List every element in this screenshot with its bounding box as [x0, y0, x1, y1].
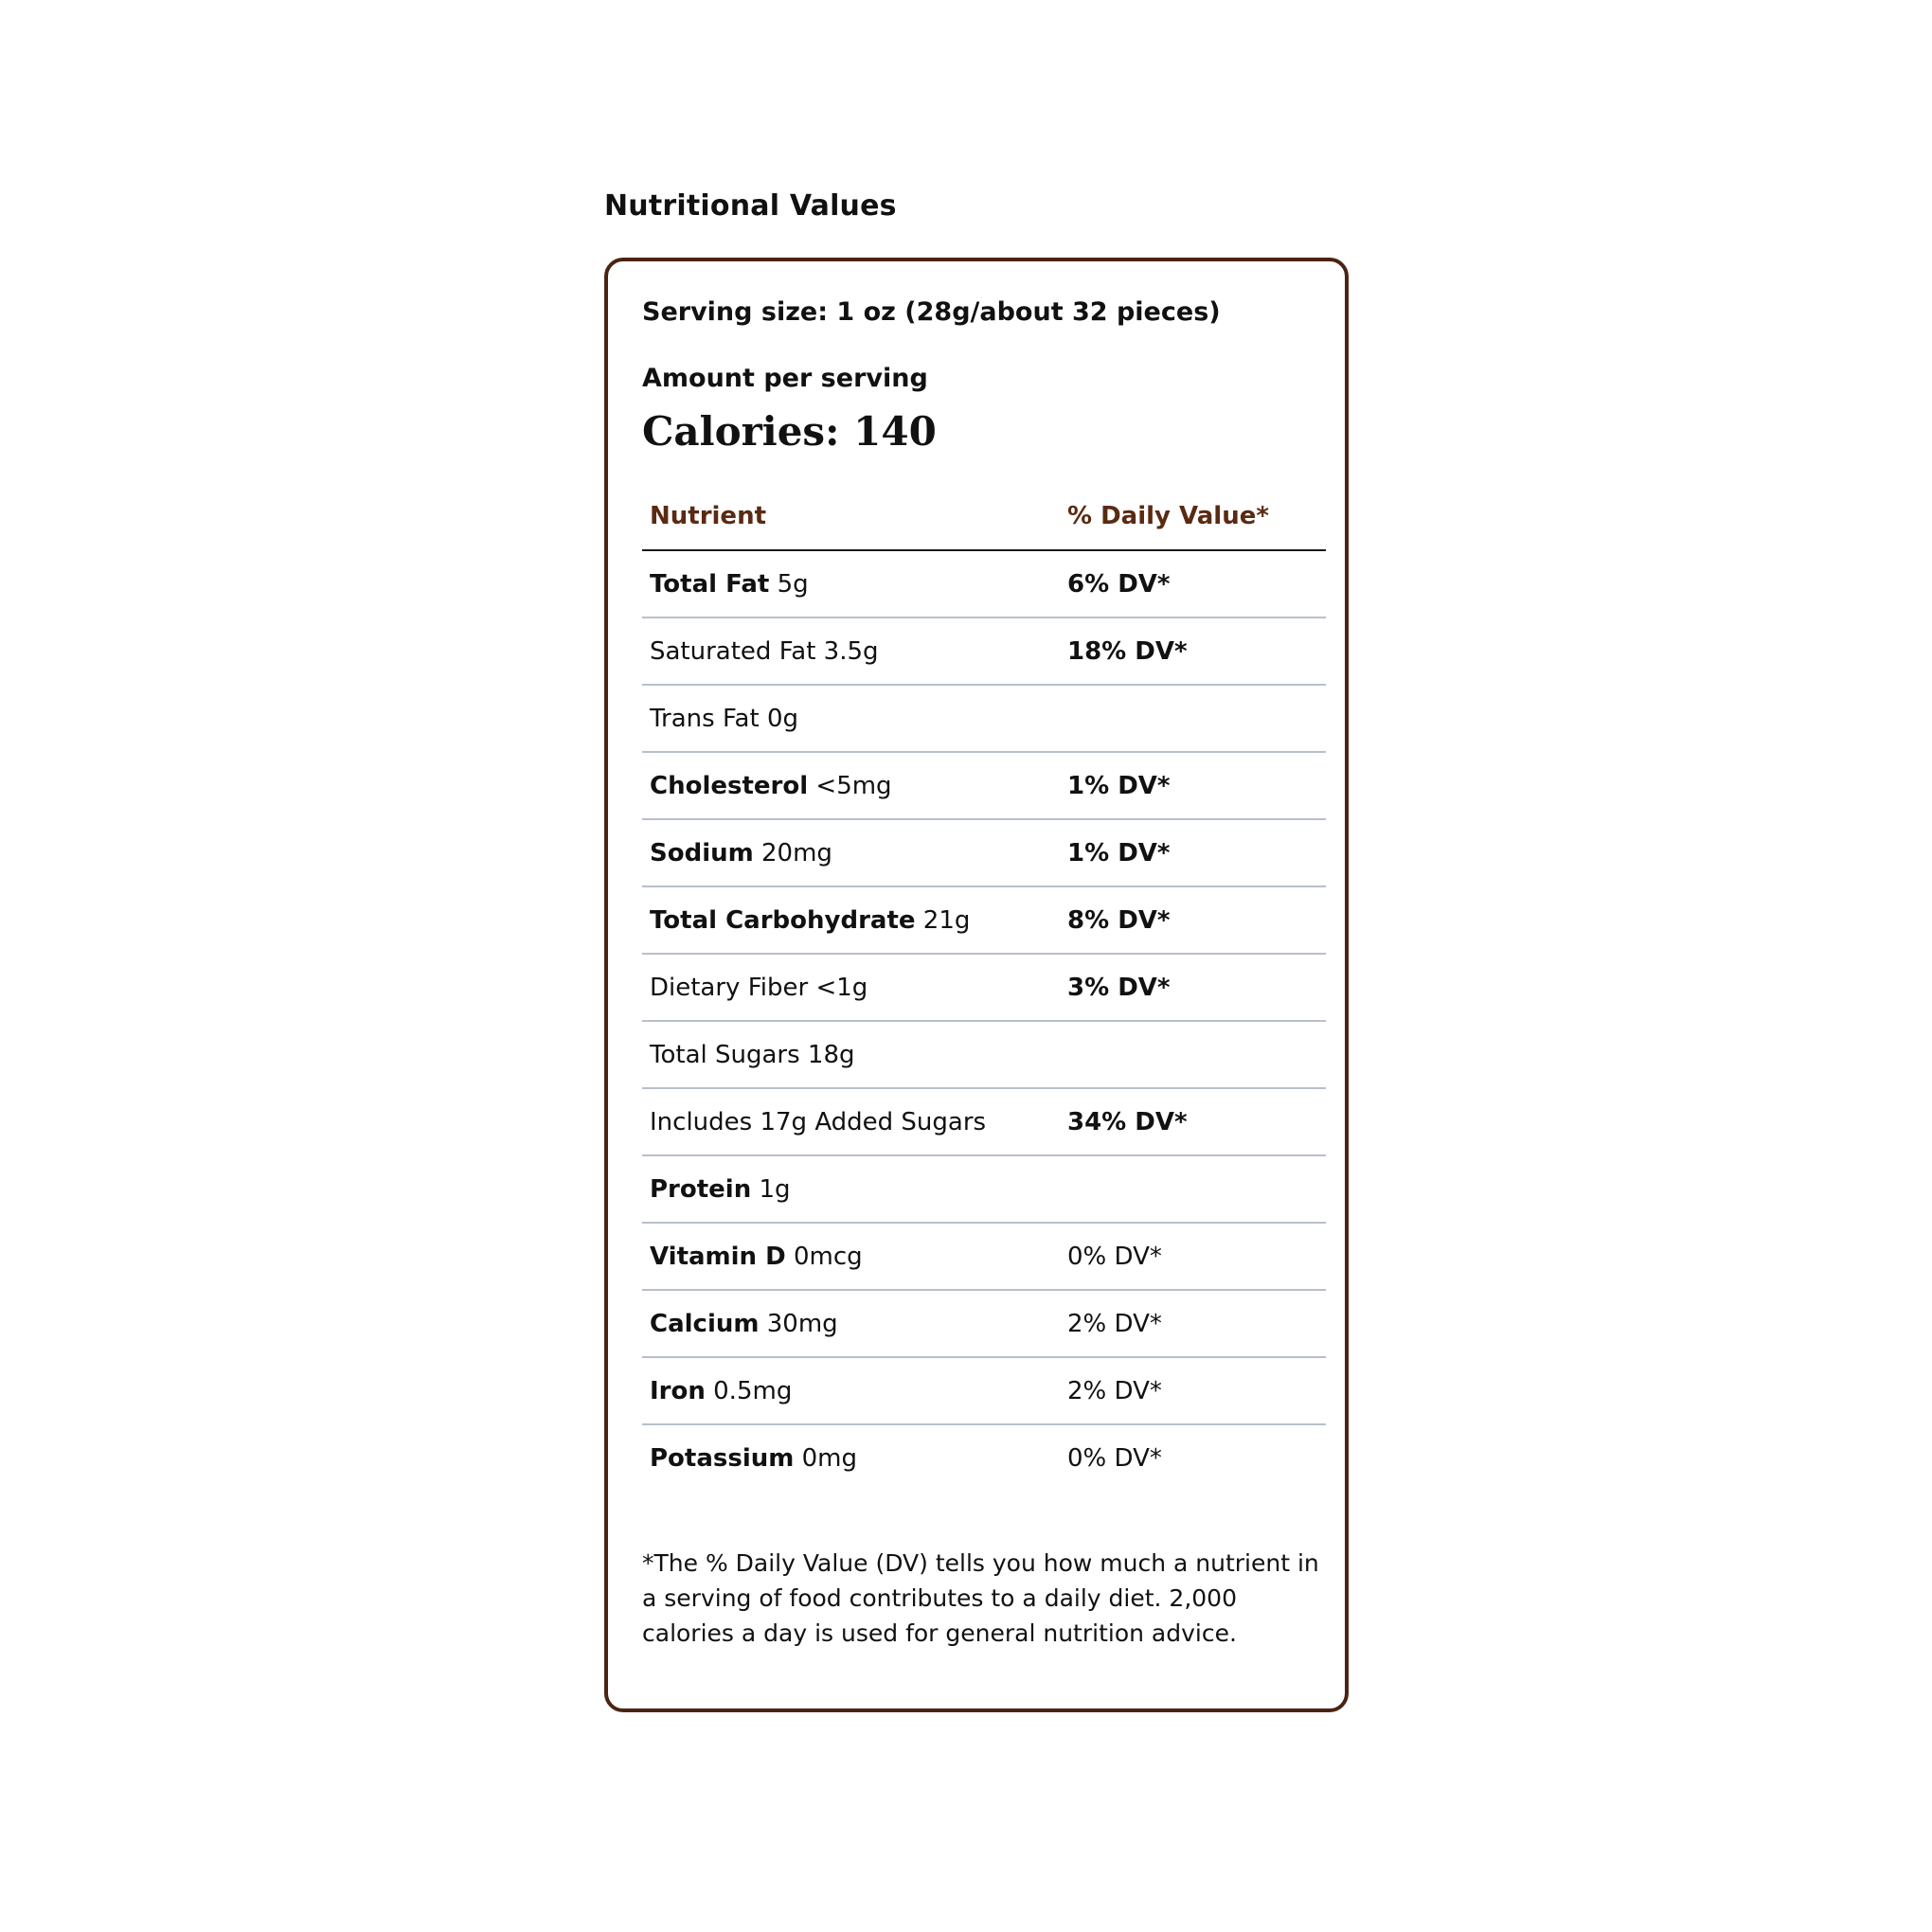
table-row: [642, 1358, 1326, 1425]
table-row: [642, 1022, 1326, 1089]
nutrient-cell: [642, 637, 1067, 666]
footnote: *The % Daily Value (DV) tells you how much a nutrient in a serving of food contributes to a daily diet. 2,000 calories a day is used for general nutrition advice.: [642, 1549, 1319, 1647]
nutrient-name: Total Carbohydrate: [650, 905, 916, 935]
table-row: [642, 1425, 1326, 1491]
nutrient-amount: 3.5g: [823, 636, 879, 666]
nutrient-name: Trans Fat: [650, 704, 760, 733]
table-row: [642, 955, 1326, 1022]
nutrient-cell: [642, 1243, 1067, 1271]
nutrient-name: Cholesterol: [650, 771, 809, 800]
nutrient-cell: [642, 772, 1067, 800]
daily-value-cell: 3% DV*: [1067, 973, 1171, 1002]
calories: Calories: 140: [642, 408, 937, 455]
daily-value-cell: 18% DV*: [1067, 636, 1188, 666]
nutrient-name: Total Sugars: [650, 1040, 800, 1069]
daily-value-cell: 2% DV*: [1067, 1376, 1162, 1405]
nutrient-name: Total Fat: [650, 569, 770, 599]
nutrient-amount: 5g: [777, 569, 809, 599]
table-row: [642, 686, 1326, 753]
table-header: [642, 483, 1326, 551]
nutrient-amount: 21g: [922, 905, 971, 935]
table-row: [642, 1224, 1326, 1291]
nutrient-cell: [642, 705, 1067, 733]
nutrient-amount: <5mg: [815, 771, 892, 800]
nutrient-name: Vitamin D: [650, 1242, 786, 1271]
nutrient-amount: 0.5mg: [713, 1376, 793, 1405]
nutrient-cell: [642, 1444, 1067, 1473]
nutrient-name: Calcium: [650, 1309, 760, 1338]
amount-per-serving: Amount per serving: [642, 364, 928, 393]
table-row: [642, 551, 1326, 618]
nutrient-rows: [642, 551, 1326, 1491]
daily-value-cell: 2% DV*: [1067, 1309, 1162, 1338]
nutrient-name: Protein: [650, 1174, 752, 1204]
nutrient-name: Saturated Fat: [650, 636, 816, 666]
nutrient-cell: [642, 906, 1067, 935]
nutrient-amount: 18g: [807, 1040, 855, 1069]
daily-value-cell: 0% DV*: [1067, 1242, 1162, 1271]
nutrient-amount: 17g Added Sugars: [760, 1107, 987, 1136]
nutrition-label-card: [604, 258, 1349, 1712]
nutrient-column-header: Nutrient: [650, 502, 767, 530]
nutrient-cell: [642, 1175, 1067, 1204]
nutrient-cell: [642, 839, 1067, 868]
daily-value-cell: 1% DV*: [1067, 838, 1171, 868]
nutrient-amount: 0g: [766, 704, 798, 733]
nutrient-table: [642, 483, 1326, 1491]
nutrient-name: Sodium: [650, 838, 754, 868]
table-row: [642, 1291, 1326, 1358]
daily-value-cell: 1% DV*: [1067, 771, 1171, 800]
nutrient-amount: <1g: [815, 973, 868, 1002]
table-row: [642, 887, 1326, 955]
nutrient-name: Includes: [650, 1107, 753, 1136]
daily-value-cell: 6% DV*: [1067, 569, 1171, 599]
nutrient-cell: [642, 1377, 1067, 1405]
table-row: [642, 618, 1326, 686]
nutrient-amount: 1g: [759, 1174, 791, 1204]
table-row: [642, 1089, 1326, 1156]
nutrient-cell: [642, 570, 1067, 599]
nutrient-name: Dietary Fiber: [650, 973, 809, 1002]
daily-value-cell: 0% DV*: [1067, 1443, 1162, 1473]
serving-size: Serving size: 1 oz (28g/about 32 pieces): [642, 297, 1221, 327]
nutrient-name: Potassium: [650, 1443, 795, 1473]
daily-value-cell: 8% DV*: [1067, 905, 1171, 935]
daily-value-cell: 34% DV*: [1067, 1107, 1188, 1136]
table-row: [642, 753, 1326, 820]
nutrient-amount: 30mg: [766, 1309, 838, 1338]
nutrient-cell: [642, 1108, 1067, 1136]
table-row: [642, 1156, 1326, 1224]
nutrient-amount: 0mcg: [793, 1242, 863, 1271]
nutrient-amount: 20mg: [760, 838, 832, 868]
daily-value-column-header: % Daily Value*: [1067, 502, 1269, 530]
section-heading: Nutritional Values: [604, 189, 897, 223]
nutrient-cell: [642, 1310, 1067, 1338]
nutrient-amount: 0mg: [801, 1443, 857, 1473]
nutrient-name: Iron: [650, 1376, 706, 1405]
nutrient-cell: [642, 974, 1067, 1002]
table-row: [642, 820, 1326, 887]
nutrient-cell: [642, 1041, 1067, 1069]
